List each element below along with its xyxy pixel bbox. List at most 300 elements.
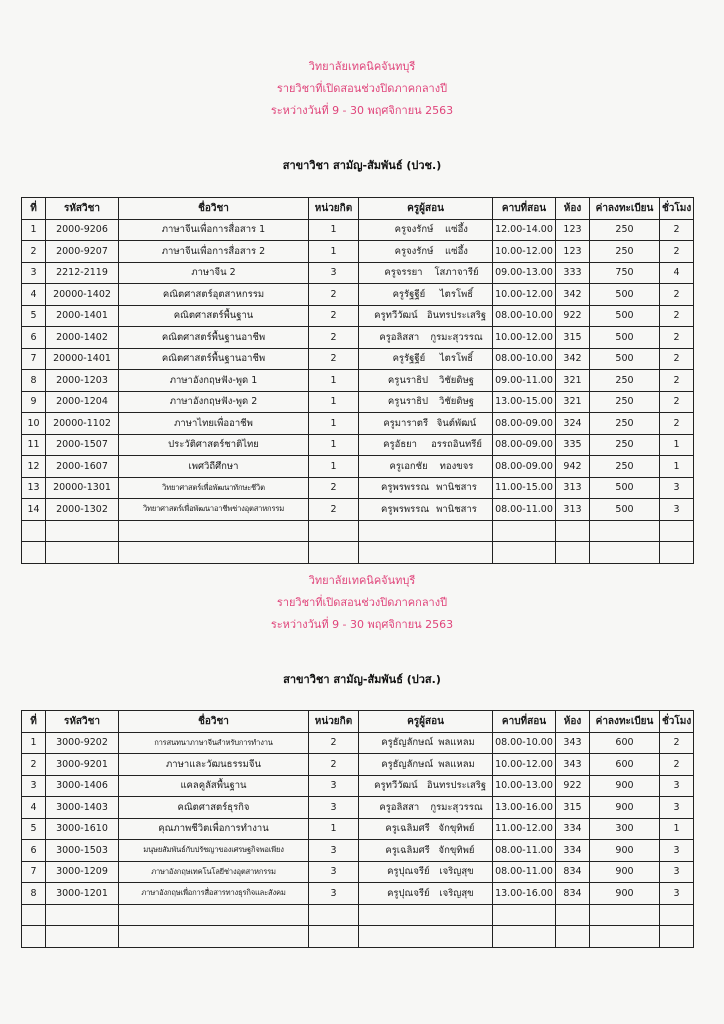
- hours: 2: [660, 391, 694, 413]
- teacher-name: [359, 861, 493, 883]
- class-time: 13.00-16.00: [493, 883, 556, 905]
- hours: 3: [660, 883, 694, 905]
- hours: 2: [660, 219, 694, 241]
- teacher-name: [359, 348, 493, 370]
- course-name: ภาษาจีน 2: [119, 262, 309, 284]
- teacher-last-name: โสภาจารีย์: [434, 267, 479, 279]
- credit-units: 2: [309, 305, 359, 327]
- class-time: 13.00-16.00: [493, 797, 556, 819]
- teacher-last-name: เจริญสุข: [439, 887, 474, 899]
- teacher-last-name: เจริญสุข: [439, 866, 474, 878]
- teacher-name: [359, 305, 493, 327]
- room-number: 342: [556, 348, 590, 370]
- course-name: ภาษาจีนเพื่อการสื่อสาร 1: [119, 219, 309, 241]
- class-time: 08.00-10.00: [493, 305, 556, 327]
- teacher-first-name: ครูธัญลักษณ์: [381, 758, 434, 770]
- teacher-name: [359, 797, 493, 819]
- section-1-header: [0, 56, 724, 122]
- empty-cell: [359, 520, 493, 542]
- credit-units: 3: [309, 797, 359, 819]
- empty-cell: [22, 926, 46, 948]
- row-number: 11: [22, 434, 46, 456]
- schedule-subtitle: รายวิชาที่เปิดสอนช่วงปิดภาคกลางปี: [276, 82, 448, 95]
- empty-cell: [46, 926, 119, 948]
- table-row: [22, 883, 694, 905]
- room-number: 313: [556, 499, 590, 521]
- teacher-first-name: ครูจงรักษ์: [394, 245, 434, 257]
- registration-fee: 500: [590, 477, 660, 499]
- empty-cell: [22, 520, 46, 542]
- empty-cell: [309, 542, 359, 564]
- class-time: 12.00-14.00: [493, 219, 556, 241]
- room-number: 334: [556, 818, 590, 840]
- column-header-registration-fee: ค่าลงทะเบียน: [590, 711, 660, 733]
- room-number: 334: [556, 840, 590, 862]
- empty-cell: [309, 520, 359, 542]
- hours: 2: [660, 327, 694, 349]
- teacher-first-name: ครูทวีวัฒน์: [374, 780, 418, 792]
- empty-cell: [590, 520, 660, 542]
- teacher-last-name: อินทรประเสริฐ: [426, 310, 487, 322]
- empty-table-row: [22, 520, 694, 542]
- teacher-first-name: ครูจงรักษ์: [394, 224, 434, 236]
- table-row: [22, 818, 694, 840]
- course-code: 2000-1302: [46, 499, 119, 521]
- registration-fee: 250: [590, 219, 660, 241]
- course-code: 2000-9206: [46, 219, 119, 241]
- teacher-name: [359, 284, 493, 306]
- room-number: 123: [556, 241, 590, 263]
- credit-units: 3: [309, 840, 359, 862]
- column-header-row-number: ที่: [22, 198, 46, 220]
- schedule-period: ระหว่างวันที่ 9 - 30 พฤศจิกายน 2563: [270, 618, 454, 631]
- empty-cell: [660, 520, 694, 542]
- teacher-last-name: วิชัยดิษฐ: [438, 374, 475, 386]
- teacher-last-name: จักขุทิพย์: [438, 823, 475, 835]
- hours: 3: [660, 797, 694, 819]
- hours: 3: [660, 477, 694, 499]
- hours: 1: [660, 434, 694, 456]
- hours: 3: [660, 499, 694, 521]
- credit-units: 2: [309, 732, 359, 754]
- teacher-first-name: ครูเฉลิมศรี: [385, 844, 430, 856]
- row-number: 1: [22, 219, 46, 241]
- course-name: คณิตศาสตร์พื้นฐานอาชีพ: [119, 348, 309, 370]
- course-code: 20000-1401: [46, 348, 119, 370]
- room-number: 313: [556, 477, 590, 499]
- course-name: การสนทนาภาษาจีนสำหรับการทำงาน: [119, 732, 309, 754]
- class-time: 08.00-11.00: [493, 499, 556, 521]
- course-name: ภาษาจีนเพื่อการสื่อสาร 2: [119, 241, 309, 263]
- class-time: 09.00-13.00: [493, 262, 556, 284]
- section-2-header: [0, 570, 724, 636]
- teacher-first-name: ครูจรรยา: [384, 267, 423, 279]
- empty-cell: [590, 926, 660, 948]
- class-time: 08.00-09.00: [493, 434, 556, 456]
- empty-table-row: [22, 904, 694, 926]
- empty-cell: [46, 520, 119, 542]
- teacher-first-name: ครูปุณจรีย์: [387, 887, 430, 899]
- room-number: 321: [556, 391, 590, 413]
- room-number: 315: [556, 327, 590, 349]
- registration-fee: 500: [590, 348, 660, 370]
- teacher-last-name: แซ่อึ้ง: [445, 245, 468, 257]
- hours: 2: [660, 241, 694, 263]
- course-code: 3000-1503: [46, 840, 119, 862]
- teacher-last-name: จักขุทิพย์: [438, 844, 475, 856]
- registration-fee: 900: [590, 775, 660, 797]
- teacher-first-name: ครูธัญลักษณ์: [381, 737, 434, 749]
- teacher-name: [359, 219, 493, 241]
- row-number: 9: [22, 391, 46, 413]
- hours: 2: [660, 284, 694, 306]
- empty-cell: [660, 542, 694, 564]
- teacher-name: [359, 499, 493, 521]
- hours: 2: [660, 348, 694, 370]
- class-time: 08.00-11.00: [493, 861, 556, 883]
- teacher-name: [359, 754, 493, 776]
- credit-units: 3: [309, 883, 359, 905]
- course-code: 3000-1610: [46, 818, 119, 840]
- empty-cell: [590, 542, 660, 564]
- teacher-first-name: ครูพรพรรณ: [381, 503, 430, 515]
- empty-cell: [22, 542, 46, 564]
- course-name: คุณภาพชีวิตเพื่อการทำงาน: [119, 818, 309, 840]
- room-number: 922: [556, 775, 590, 797]
- branch-title-2: สาขาวิชา สามัญ-สัมพันธ์ (ปวส.): [283, 673, 441, 686]
- registration-fee: 250: [590, 456, 660, 478]
- branch-title-1: สาขาวิชา สามัญ-สัมพันธ์ (ปวช.): [282, 159, 442, 172]
- credit-units: 2: [309, 754, 359, 776]
- registration-fee: 900: [590, 797, 660, 819]
- teacher-name: [359, 370, 493, 392]
- teacher-name: [359, 456, 493, 478]
- teacher-last-name: ไตรโพธิ์: [439, 288, 474, 300]
- course-name: ภาษาอังกฤษเพื่อการสื่อสารทางธุรกิจและสังคม: [119, 883, 309, 905]
- empty-cell: [493, 520, 556, 542]
- course-name: ภาษาอังกฤษฟัง-พูด 1: [119, 370, 309, 392]
- course-code: 2000-1204: [46, 391, 119, 413]
- row-number: 4: [22, 284, 46, 306]
- credit-units: 2: [309, 499, 359, 521]
- room-number: 321: [556, 370, 590, 392]
- course-name: วิทยาศาสตร์เพื่อพัฒนาทักษะชีวิต: [119, 477, 309, 499]
- hours: 2: [660, 732, 694, 754]
- hours: 2: [660, 305, 694, 327]
- credit-units: 1: [309, 456, 359, 478]
- teacher-name: [359, 413, 493, 435]
- column-header-row-number: ที่: [22, 711, 46, 733]
- college-name: วิทยาลัยเทคนิคจันทบุรี: [308, 574, 416, 587]
- teacher-name: [359, 775, 493, 797]
- course-name: ภาษาอังกฤษฟัง-พูด 2: [119, 391, 309, 413]
- teacher-last-name: ไตรโพธิ์: [439, 353, 474, 365]
- teacher-last-name: กูรมะสุวรรณ: [430, 331, 483, 343]
- teacher-last-name: แซ่อึ้ง: [445, 224, 468, 236]
- empty-cell: [22, 904, 46, 926]
- registration-fee: 500: [590, 327, 660, 349]
- table-row: [22, 305, 694, 327]
- column-header-teacher-name: ครูผู้สอน: [359, 711, 493, 733]
- column-header-class-time: คาบที่สอน: [493, 711, 556, 733]
- empty-table-row: [22, 926, 694, 948]
- credit-units: 2: [309, 284, 359, 306]
- credit-units: 1: [309, 391, 359, 413]
- teacher-name: [359, 327, 493, 349]
- credit-units: 1: [309, 241, 359, 263]
- table-row: [22, 219, 694, 241]
- course-code: 3000-9202: [46, 732, 119, 754]
- table-row: [22, 391, 694, 413]
- credit-units: 1: [309, 413, 359, 435]
- table-row: [22, 797, 694, 819]
- registration-fee: 750: [590, 262, 660, 284]
- teacher-first-name: ครูอัธยา: [383, 439, 418, 451]
- teacher-last-name: พลแหลม: [438, 737, 475, 749]
- row-number: 2: [22, 754, 46, 776]
- room-number: 342: [556, 284, 590, 306]
- course-name: มนุษยสัมพันธ์กับปรัชญาของเศรษฐกิจพอเพียง: [119, 840, 309, 862]
- registration-fee: 500: [590, 499, 660, 521]
- teacher-name: [359, 732, 493, 754]
- row-number: 6: [22, 327, 46, 349]
- course-code: 2212-2119: [46, 262, 119, 284]
- college-name: วิทยาลัยเทคนิคจันทบุรี: [308, 60, 416, 73]
- row-number: 4: [22, 797, 46, 819]
- teacher-first-name: ครูนราธิป: [387, 396, 429, 408]
- registration-fee: 900: [590, 840, 660, 862]
- hours: 2: [660, 754, 694, 776]
- registration-fee: 500: [590, 284, 660, 306]
- row-number: 7: [22, 861, 46, 883]
- row-number: 3: [22, 775, 46, 797]
- teacher-last-name: ทองขจร: [439, 460, 474, 472]
- course-code: 2000-9207: [46, 241, 119, 263]
- empty-cell: [660, 904, 694, 926]
- course-name: แคลคูลัสพื้นฐาน: [119, 775, 309, 797]
- credit-units: 2: [309, 477, 359, 499]
- row-number: 10: [22, 413, 46, 435]
- column-header-course-code: รหัสวิชา: [46, 198, 119, 220]
- course-code: 2000-1607: [46, 456, 119, 478]
- room-number: 343: [556, 732, 590, 754]
- course-name: เพศวิถีศึกษา: [119, 456, 309, 478]
- course-table-high-vocational-certificate: [21, 710, 694, 948]
- course-code: 2000-1401: [46, 305, 119, 327]
- registration-fee: 250: [590, 370, 660, 392]
- credit-units: 1: [309, 434, 359, 456]
- hours: 4: [660, 262, 694, 284]
- table-row: [22, 262, 694, 284]
- empty-cell: [493, 926, 556, 948]
- table-body: [22, 732, 694, 947]
- class-time: 10.00-12.00: [493, 754, 556, 776]
- empty-cell: [556, 542, 590, 564]
- class-time: 08.00-09.00: [493, 456, 556, 478]
- empty-cell: [119, 904, 309, 926]
- room-number: 315: [556, 797, 590, 819]
- table-row: [22, 241, 694, 263]
- row-number: 8: [22, 370, 46, 392]
- table-row: [22, 327, 694, 349]
- teacher-name: [359, 818, 493, 840]
- room-number: 324: [556, 413, 590, 435]
- teacher-first-name: ครูนราธิป: [387, 374, 429, 386]
- empty-cell: [309, 904, 359, 926]
- class-time: 08.00-10.00: [493, 348, 556, 370]
- registration-fee: 600: [590, 754, 660, 776]
- hours: 2: [660, 370, 694, 392]
- hours: 3: [660, 775, 694, 797]
- row-number: 2: [22, 241, 46, 263]
- column-header-hours: ชั่วโมง: [660, 711, 694, 733]
- credit-units: 3: [309, 775, 359, 797]
- class-time: 09.00-11.00: [493, 370, 556, 392]
- teacher-last-name: จินต์พัฒน์: [436, 417, 477, 429]
- row-number: 7: [22, 348, 46, 370]
- credit-units: 2: [309, 348, 359, 370]
- course-name: คณิตศาสตร์พื้นฐาน: [119, 305, 309, 327]
- table-row: [22, 434, 694, 456]
- empty-cell: [556, 520, 590, 542]
- class-time: 10.00-12.00: [493, 327, 556, 349]
- teacher-last-name: วิชัยดิษฐ: [438, 396, 475, 408]
- course-code: 3000-1403: [46, 797, 119, 819]
- class-time: 08.00-09.00: [493, 413, 556, 435]
- course-code: 20000-1402: [46, 284, 119, 306]
- class-time: 13.00-15.00: [493, 391, 556, 413]
- column-header-teacher-name: ครูผู้สอน: [359, 198, 493, 220]
- room-number: 333: [556, 262, 590, 284]
- course-name: คณิตศาสตร์อุตสาหกรรม: [119, 284, 309, 306]
- row-number: 13: [22, 477, 46, 499]
- row-number: 14: [22, 499, 46, 521]
- course-code: 2000-1402: [46, 327, 119, 349]
- table-row: [22, 861, 694, 883]
- course-code: 20000-1102: [46, 413, 119, 435]
- schedule-subtitle: รายวิชาที่เปิดสอนช่วงปิดภาคกลางปี: [276, 596, 448, 609]
- table-row: [22, 370, 694, 392]
- empty-cell: [119, 542, 309, 564]
- credit-units: 1: [309, 818, 359, 840]
- room-number: 343: [556, 754, 590, 776]
- teacher-name: [359, 883, 493, 905]
- column-header-credit-units: หน่วยกิต: [309, 711, 359, 733]
- hours: 1: [660, 818, 694, 840]
- column-header-room-number: ห้อง: [556, 711, 590, 733]
- class-time: 08.00-11.00: [493, 840, 556, 862]
- credit-units: 3: [309, 861, 359, 883]
- credit-units: 2: [309, 327, 359, 349]
- empty-cell: [359, 904, 493, 926]
- schedule-period: ระหว่างวันที่ 9 - 30 พฤศจิกายน 2563: [270, 104, 454, 117]
- teacher-last-name: พานิชสาร: [436, 503, 477, 515]
- empty-cell: [359, 926, 493, 948]
- course-code: 2000-1507: [46, 434, 119, 456]
- row-number: 12: [22, 456, 46, 478]
- empty-cell: [493, 904, 556, 926]
- row-number: 5: [22, 818, 46, 840]
- hours: 2: [660, 413, 694, 435]
- empty-cell: [46, 904, 119, 926]
- course-name: ภาษาและวัฒนธรรมจีน: [119, 754, 309, 776]
- table-row: [22, 456, 694, 478]
- table-body: [22, 219, 694, 563]
- teacher-first-name: ครูรัฐฐีย์: [392, 288, 426, 300]
- row-number: 6: [22, 840, 46, 862]
- column-header-hours: ชั่วโมง: [660, 198, 694, 220]
- teacher-name: [359, 262, 493, 284]
- empty-cell: [119, 520, 309, 542]
- table-row: [22, 840, 694, 862]
- credit-units: 3: [309, 262, 359, 284]
- course-name: คณิตศาสตร์พื้นฐานอาชีพ: [119, 327, 309, 349]
- registration-fee: 900: [590, 883, 660, 905]
- teacher-first-name: ครูรัฐฐีย์: [392, 353, 426, 365]
- teacher-last-name: อินทรประเสริฐ: [426, 780, 487, 792]
- row-number: 3: [22, 262, 46, 284]
- row-number: 8: [22, 883, 46, 905]
- registration-fee: 250: [590, 413, 660, 435]
- teacher-first-name: ครูอลิสสา: [379, 331, 420, 343]
- course-name: คณิตศาสตร์ธุรกิจ: [119, 797, 309, 819]
- teacher-first-name: ครูทวีวัฒน์: [374, 310, 418, 322]
- table-row: [22, 284, 694, 306]
- course-code: 3000-9201: [46, 754, 119, 776]
- table-row: [22, 754, 694, 776]
- course-code: 3000-1406: [46, 775, 119, 797]
- table-row: [22, 348, 694, 370]
- teacher-last-name: กูรมะสุวรรณ: [430, 801, 483, 813]
- table-row: [22, 477, 694, 499]
- column-header-course-name: ชื่อวิชา: [119, 198, 309, 220]
- room-number: 834: [556, 883, 590, 905]
- class-time: 11.00-15.00: [493, 477, 556, 499]
- hours: 3: [660, 840, 694, 862]
- empty-cell: [556, 926, 590, 948]
- credit-units: 1: [309, 219, 359, 241]
- class-time: 10.00-12.00: [493, 241, 556, 263]
- teacher-last-name: อรรถอินทรีย์: [431, 439, 482, 451]
- teacher-name: [359, 434, 493, 456]
- course-name: วิทยาศาสตร์เพื่อพัฒนาอาชีพช่างอุตสาหกรรม: [119, 499, 309, 521]
- empty-cell: [660, 926, 694, 948]
- registration-fee: 250: [590, 241, 660, 263]
- teacher-name: [359, 241, 493, 263]
- table-header-row: [22, 711, 694, 733]
- room-number: 942: [556, 456, 590, 478]
- course-name: ประวัติศาสตร์ชาติไทย: [119, 434, 309, 456]
- table-row: [22, 732, 694, 754]
- course-code: 3000-1209: [46, 861, 119, 883]
- room-number: 335: [556, 434, 590, 456]
- empty-cell: [493, 542, 556, 564]
- column-header-course-code: รหัสวิชา: [46, 711, 119, 733]
- room-number: 123: [556, 219, 590, 241]
- teacher-first-name: ครูอลิสสา: [379, 801, 420, 813]
- empty-cell: [359, 542, 493, 564]
- registration-fee: 250: [590, 391, 660, 413]
- teacher-first-name: ครูมาราตรี: [383, 417, 429, 429]
- teacher-name: [359, 391, 493, 413]
- credit-units: 1: [309, 370, 359, 392]
- column-header-class-time: คาบที่สอน: [493, 198, 556, 220]
- row-number: 1: [22, 732, 46, 754]
- teacher-first-name: ครูเอกชัย: [389, 460, 428, 472]
- registration-fee: 900: [590, 861, 660, 883]
- teacher-last-name: พานิชสาร: [436, 482, 477, 494]
- class-time: 08.00-10.00: [493, 732, 556, 754]
